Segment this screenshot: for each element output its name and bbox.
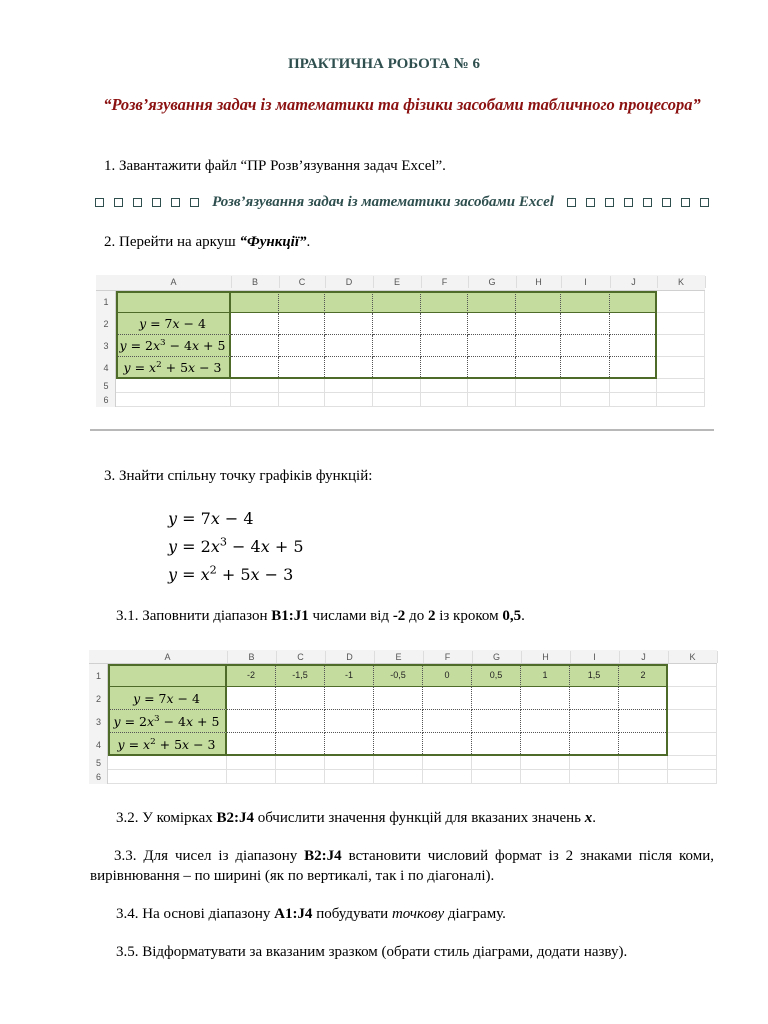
table-cell: [516, 335, 561, 357]
table-cell: [570, 687, 619, 710]
empty-cell: [619, 770, 668, 784]
table-cell: [521, 733, 570, 756]
table-cell: [325, 687, 374, 710]
row-header: 6: [103, 395, 109, 405]
x-value: -1: [344, 670, 353, 680]
empty-cell: [610, 393, 657, 407]
table-cell: [570, 664, 619, 687]
column-header: J: [619, 651, 669, 663]
table-cell: [521, 664, 570, 687]
empty-cell: [276, 756, 325, 770]
empty-cell: [116, 393, 231, 407]
column-header: F: [421, 276, 469, 288]
empty-cell: [570, 770, 619, 784]
table-cell: [421, 291, 468, 313]
step-2: 2. Перейти на аркуш “Функції”.: [104, 234, 311, 250]
empty-cell: [516, 379, 561, 393]
empty-cell: [421, 379, 468, 393]
table-cell: [472, 687, 521, 710]
table-cell: [610, 291, 657, 313]
table-cell: [108, 687, 227, 710]
step-3-4: 3.4. На основі діапазону A1:J4 побудувати точкову діаграму.: [116, 906, 506, 922]
empty-cell: [657, 379, 705, 393]
table-cell: [116, 335, 231, 357]
page-subtitle: “Розв’язування задач із математики та фізики засобами табличного процесора”: [103, 95, 701, 114]
x-value: -1,5: [292, 670, 308, 680]
function-formula: y = 7x − 4: [133, 690, 200, 706]
empty-cell: [325, 393, 373, 407]
section-banner: [90, 194, 714, 211]
empty-cell: [325, 756, 374, 770]
table-cell: [561, 291, 610, 313]
table-cell: [423, 733, 472, 756]
empty-cell: [423, 756, 472, 770]
empty-cell: [374, 756, 423, 770]
column-header: C: [279, 276, 326, 288]
empty-cell: [373, 379, 421, 393]
empty-cell: [227, 756, 276, 770]
empty-cell: [227, 770, 276, 784]
table-cell: [227, 664, 276, 687]
table-cell: [468, 335, 516, 357]
x-value: 0: [444, 670, 450, 680]
column-header: F: [423, 651, 473, 663]
empty-cell: [668, 733, 717, 756]
column-header: C: [276, 651, 326, 663]
table-cell: [108, 733, 227, 756]
column-header: D: [325, 276, 374, 288]
table-cell: [279, 335, 325, 357]
table-cell: [279, 291, 325, 313]
empty-cell: [668, 756, 717, 770]
function-formula: y = 7x − 4: [139, 316, 206, 331]
step-3-3: 3.3. Для чисел із діапазону B2:J4 встановити числовий формат із 2 знаками після коми, вирівнювання – по ширині (як по вертикалі, так і по діагоналі).: [90, 848, 714, 884]
table-cell: [423, 710, 472, 733]
table-cell: [423, 687, 472, 710]
table-cell: [374, 664, 423, 687]
page-title: ПРАКТИЧНА РОБОТА № 6: [288, 56, 480, 72]
table-cell: [227, 687, 276, 710]
column-header: E: [374, 651, 424, 663]
column-header: G: [472, 651, 522, 663]
table-cell: [472, 710, 521, 733]
table-cell: [108, 710, 227, 733]
empty-cell: [657, 393, 705, 407]
empty-cell: [516, 393, 561, 407]
empty-cell: [468, 379, 516, 393]
table-cell: [227, 733, 276, 756]
empty-cell: [668, 710, 717, 733]
column-header: K: [657, 276, 706, 288]
table-cell: [561, 357, 610, 379]
section-title: Розв’язування задач із математики засобами Excel: [212, 194, 554, 210]
table-cell: [521, 687, 570, 710]
table-cell: [276, 664, 325, 687]
decor-squares-right: [562, 198, 714, 207]
table-cell: [276, 733, 325, 756]
table-cell: [516, 357, 561, 379]
table-cell: [521, 710, 570, 733]
empty-cell: [374, 770, 423, 784]
row-header: 5: [95, 758, 101, 768]
table-cell: [116, 357, 231, 379]
x-value: 1: [542, 670, 548, 680]
spreadsheet-functions-empty: [96, 275, 706, 411]
empty-cell: [619, 756, 668, 770]
empty-cell: [108, 770, 227, 784]
empty-cell: [561, 393, 610, 407]
empty-cell: [570, 756, 619, 770]
empty-cell: [657, 335, 705, 357]
row-header: 1: [95, 670, 101, 681]
row-header: 6: [95, 772, 101, 782]
step-1: 1. Завантажити файл “ПР Розв’язування задач Excel”.: [104, 158, 446, 174]
step-3: 3. Знайти спільну точку графіків функцій:: [104, 468, 373, 484]
empty-cell: [231, 393, 279, 407]
table-cell: [325, 313, 373, 335]
empty-cell: [325, 770, 374, 784]
table-cell: [468, 313, 516, 335]
empty-cell: [468, 393, 516, 407]
empty-cell: [373, 393, 421, 407]
row-header: 5: [103, 381, 109, 391]
table-cell: [374, 687, 423, 710]
function-formula: $y = x^2 + 5x - 3$: [117, 736, 216, 752]
spreadsheet-functions-filled: [89, 650, 721, 790]
column-header: K: [668, 651, 718, 663]
table-cell: [276, 710, 325, 733]
column-header: H: [521, 651, 571, 663]
function-formula: $y = 2x^3 - 4x + 5$: [113, 713, 220, 729]
table-cell: [468, 291, 516, 313]
table-cell: [276, 687, 325, 710]
table-cell: [619, 733, 668, 756]
equation-3: $y = x^2 + 5x - 3$: [168, 563, 294, 584]
table-cell: [610, 357, 657, 379]
table-cell: [325, 335, 373, 357]
table-cell: [231, 313, 279, 335]
table-cell: [619, 710, 668, 733]
empty-cell: [561, 379, 610, 393]
table-cell: [472, 733, 521, 756]
column-header: A: [116, 276, 232, 288]
column-header: I: [570, 651, 620, 663]
empty-cell: [668, 687, 717, 710]
table-cell: [421, 313, 468, 335]
empty-cell: [657, 357, 705, 379]
empty-cell: [472, 756, 521, 770]
table-cell: [516, 313, 561, 335]
empty-cell: [521, 770, 570, 784]
empty-cell: [116, 379, 231, 393]
table-cell: [561, 313, 610, 335]
table-cell: [325, 733, 374, 756]
function-formula: $y = x^2 + 5x - 3$: [123, 359, 222, 375]
column-header: A: [108, 651, 228, 663]
x-value: 1,5: [587, 670, 601, 680]
table-cell: [610, 313, 657, 335]
table-cell: [279, 313, 325, 335]
row-header: 2: [103, 319, 109, 329]
table-cell: [610, 335, 657, 357]
decor-squares-left: [90, 198, 204, 207]
column-header: B: [227, 651, 277, 663]
empty-cell: [472, 770, 521, 784]
empty-cell: [276, 770, 325, 784]
empty-cell: [610, 379, 657, 393]
table-cell: [619, 664, 668, 687]
equations-block: [168, 505, 304, 589]
empty-cell: [521, 756, 570, 770]
table-cell: [325, 291, 373, 313]
step-3-5: 3.5. Відформатувати за вказаним зразком (обрати стиль діаграми, додати назву).: [116, 944, 628, 960]
table-cell: [421, 357, 468, 379]
table-cell: [423, 664, 472, 687]
empty-cell: [657, 313, 705, 335]
empty-cell: [657, 291, 705, 313]
separator-line: [90, 429, 714, 431]
table-cell: [421, 335, 468, 357]
table-cell: [516, 291, 561, 313]
table-cell: [231, 291, 279, 313]
column-header: E: [373, 276, 422, 288]
table-cell: [116, 313, 231, 335]
table-cell: [373, 313, 421, 335]
table-cell: [325, 710, 374, 733]
x-value: 2: [640, 670, 646, 680]
step-3-2: 3.2. У комірках B2:J4 обчислити значення функцій для вказаних значень x.: [116, 810, 596, 826]
column-header: D: [325, 651, 375, 663]
row-header: 4: [103, 363, 109, 373]
row-header: 2: [95, 693, 101, 704]
column-header: J: [610, 276, 658, 288]
x-value: -2: [246, 670, 255, 680]
table-cell: [325, 357, 373, 379]
table-cell: [570, 733, 619, 756]
empty-cell: [279, 393, 325, 407]
table-cell: [472, 664, 521, 687]
table-cell: [373, 291, 421, 313]
table-cell: [279, 357, 325, 379]
table-cell: [374, 733, 423, 756]
row-header: 1: [103, 297, 109, 307]
row-header: 3: [103, 341, 109, 351]
table-cell: [619, 687, 668, 710]
equation-2: $y = 2x^3 - 4x + 5$: [168, 535, 304, 556]
empty-cell: [231, 379, 279, 393]
x-value: 0,5: [489, 670, 503, 680]
table-cell: [373, 357, 421, 379]
table-cell: [227, 710, 276, 733]
empty-cell: [108, 756, 227, 770]
table-cell: [231, 335, 279, 357]
step-3-1: 3.1. Заповнити діапазон B1:J1 числами від -2 до 2 із кроком 0,5.: [116, 608, 525, 624]
row-header: 3: [95, 716, 101, 727]
table-cell: [468, 357, 516, 379]
equation-1: y = 7x − 4: [168, 509, 254, 528]
x-value: -0,5: [390, 670, 406, 680]
column-header: B: [231, 276, 280, 288]
table-cell: [570, 710, 619, 733]
function-formula: $y = 2x^3 - 4x + 5$: [119, 337, 226, 353]
table-cell: [325, 664, 374, 687]
table-cell: [108, 664, 227, 687]
column-header: I: [561, 276, 611, 288]
empty-cell: [668, 770, 717, 784]
table-cell: [116, 291, 231, 313]
column-header: H: [516, 276, 562, 288]
row-header: 4: [95, 739, 101, 750]
table-cell: [374, 710, 423, 733]
table-cell: [373, 335, 421, 357]
table-cell: [231, 357, 279, 379]
empty-cell: [421, 393, 468, 407]
empty-cell: [279, 379, 325, 393]
table-cell: [561, 335, 610, 357]
column-header: G: [468, 276, 517, 288]
empty-cell: [325, 379, 373, 393]
empty-cell: [423, 770, 472, 784]
empty-cell: [668, 664, 717, 687]
